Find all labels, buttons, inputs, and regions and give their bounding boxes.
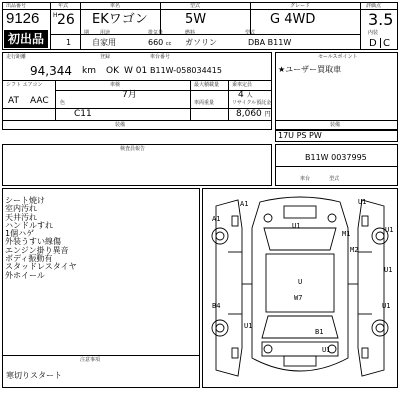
color-code: C11 [74,109,92,119]
year-value: 26 [57,12,75,28]
car-name-label: 車名 [110,3,121,9]
mileage-unit: km [82,66,96,76]
grade-separator [380,38,381,48]
recycle-value: 8,060 円 [236,109,271,119]
col-divider-1 [50,2,51,50]
seller-notes-header: セールスポイント [318,54,358,60]
lot-label: 出品番号 [6,3,27,9]
damage-mark: U1 [292,222,301,230]
equipment-header: 装備 [330,122,341,128]
ac-value: AAC [30,96,49,106]
damage-mark: M1 [342,230,351,238]
seller-notes-box [275,52,398,130]
transmission-label: シフト エアコン [6,82,43,88]
defect-item: シート焼け [5,196,45,205]
period-value: 1 [66,38,72,47]
sub-labels: 期 [84,30,90,36]
registered-num: W 01 [124,66,148,76]
use-value: 自家用 [92,38,116,47]
fuel-value: ガソリン [185,38,217,47]
use-label: 用途 [100,30,111,36]
col-divider-2 [80,2,81,50]
fuel-label: 燃料 [185,30,196,36]
seats-value: 4 人 [238,90,253,100]
transmission-value: AT [8,96,19,106]
displacement-label: 排気量 [148,30,164,36]
car-name: EKワゴン [92,12,148,27]
defect-item: エンジン掛り異音 [5,245,69,255]
displacement-value: 660 cc [148,38,172,47]
defect-item: ハンドルすれ [5,220,53,230]
damage-mark: W7 [294,294,303,302]
engine-model: 5W [185,12,207,27]
defect-item: 室内汚れ [5,204,37,214]
score-label: 評価点 [366,3,382,9]
year-label: 年式 [58,3,69,9]
score-value: 3.5 [368,10,394,29]
color-label: 色 [60,100,66,106]
damage-mark: A1 [240,200,249,208]
specs-divider-3 [2,108,272,109]
model-code-label: 型式 [245,30,256,36]
chassis-label: 車台番号 [150,54,171,60]
damage-mark: A1 [212,215,221,223]
grade-value: G 4WD [270,12,316,27]
inspector-notes-header: 検査員報告 [120,146,146,152]
defects-list [5,197,77,280]
defects-footer-divider [2,355,200,356]
specs-divider-4 [2,120,272,121]
col-divider-5 [360,2,361,50]
seller-notes-divider [275,120,398,121]
defect-item: 天井汚れ [5,212,37,222]
inspection-value: 7月 [122,90,137,100]
specs-vdivider-2 [190,80,191,120]
mileage-label: 走行距離 [6,54,27,60]
model-code-value: DBA B11W [248,38,292,47]
damage-mark: U1 [358,198,367,206]
specs-vdivider-3 [228,80,229,120]
serial-value: B11W 0037995 [305,153,367,162]
damage-mark: M2 [350,246,359,254]
year-era-mark: H [53,12,58,19]
car-diagram [202,188,398,388]
interior-label: 内装 [368,30,379,36]
interior-grade: D [369,38,377,49]
model-label: 型式 [190,3,201,9]
lot-number: 9126 [6,10,40,27]
odo-check: OK [106,66,119,76]
equipment-label: 装備 [115,122,126,128]
damage-mark: U1 [382,302,391,310]
defects-footer-text: 寒切りスタート [6,371,62,380]
capacity-label: 最大積載量 [194,82,220,88]
seller-notes-text: ★ユーザー買取車 [278,65,342,74]
damage-mark: U1 [322,346,331,354]
serial-footer-labels: 車台 型式 [300,176,340,182]
recycle-label: リサイクル預託金 [232,100,272,106]
exterior-grade: C [383,38,390,49]
weight-label: 車両重量 [194,100,215,106]
header-subdivider [50,34,360,35]
first-listing-badge: 初出品 [4,30,48,48]
damage-mark: B1 [315,328,324,336]
mileage-value: 94,344 [30,64,72,78]
defect-item: スタッドレスタイヤ [5,262,77,272]
specs-vdivider-1 [55,80,56,120]
damage-mark: U1 [384,266,393,274]
header-divider [2,9,398,10]
chassis-number: B11W-058034415 [150,66,222,75]
serial-divider [275,166,398,167]
inspection-label: 車検 [110,82,121,88]
defect-item: 外装うすい線傷 [5,237,61,247]
defect-item: 外ホイール [5,270,45,280]
damage-mark: U [298,278,303,286]
defect-item: 1個ハゲ [5,229,35,239]
defect-item: ボディ振動有 [5,254,53,264]
seats-label: 乗車定員 [232,82,253,88]
grade-label: グレード [290,3,311,9]
damage-mark: U1 [244,322,253,330]
specs-divider-1 [2,80,272,81]
equipment-text: 17U PS PW [278,131,322,140]
damage-mark: B4 [212,302,221,310]
defects-footer-header: 注意事項 [80,357,101,363]
registered-label: 登録 [100,54,111,60]
damage-mark: U1 [385,226,394,234]
